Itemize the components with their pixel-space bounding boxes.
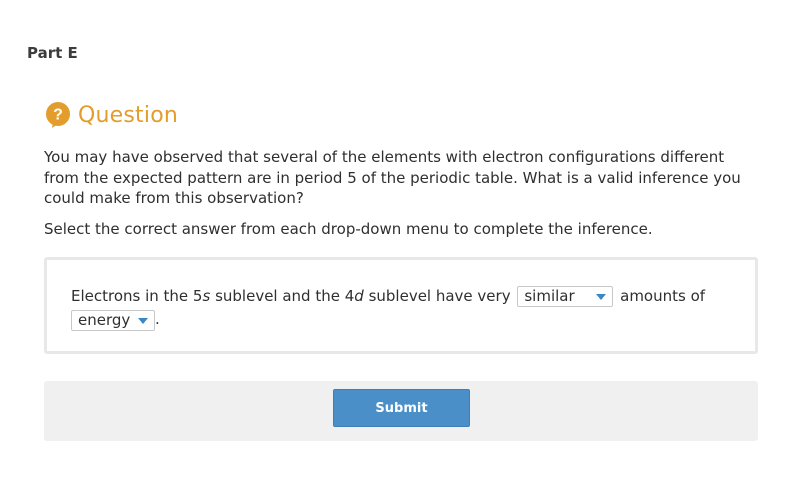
svg-text:?: ? xyxy=(53,106,63,124)
question-header xyxy=(44,101,178,129)
inference-sentence xyxy=(71,285,711,331)
question-heading: Question xyxy=(78,102,178,128)
dropdown-selected-value: energy xyxy=(78,311,131,329)
dropdown-selected-value: similar xyxy=(524,287,575,305)
question-icon xyxy=(44,101,72,129)
inference-d-orbital: d xyxy=(354,287,364,305)
chevron-down-icon xyxy=(138,318,148,324)
submit-button[interactable]: Submit xyxy=(333,389,470,427)
answer-box xyxy=(44,257,758,354)
inference-text-2: sublevel and the 4 xyxy=(210,287,355,305)
inference-text-3: sublevel have very xyxy=(363,287,516,305)
energy-comparison-dropdown[interactable] xyxy=(517,286,613,307)
question-prompt: You may have observed that several of the elements with electron configurations different from the expected pattern are in period 5 of the periodic table. What is a valid inference you could make from this observation? xyxy=(44,148,741,207)
part-title: Part E xyxy=(27,44,78,62)
quantity-dropdown[interactable] xyxy=(71,310,155,331)
question-instruction: Select the correct answer from each drop-down menu to complete the inference. xyxy=(44,220,653,238)
inference-text-1: Electrons in the 5 xyxy=(71,287,203,305)
inference-text-4: amounts of xyxy=(615,287,706,305)
inference-s-orbital: s xyxy=(202,287,211,305)
submit-panel xyxy=(44,381,758,441)
chevron-down-icon xyxy=(596,294,606,300)
inference-end: . xyxy=(155,310,160,328)
